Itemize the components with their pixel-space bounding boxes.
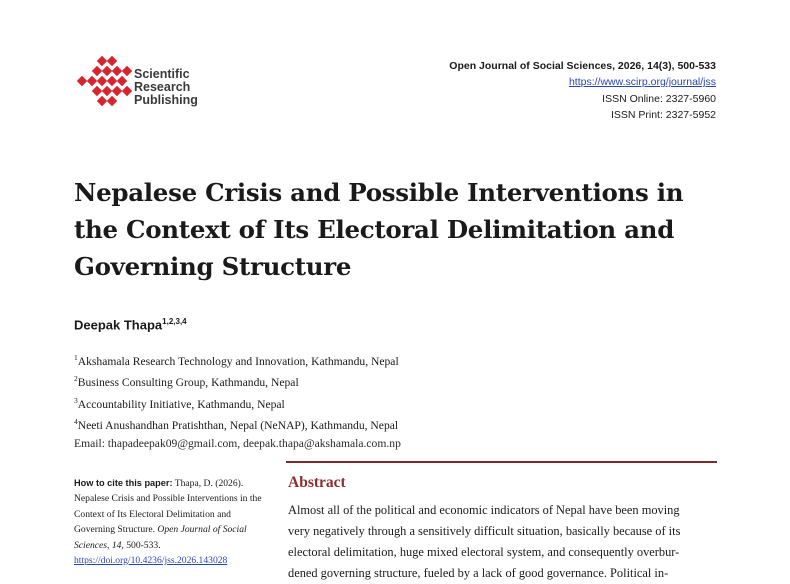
author-email: Email: thapadeepak09@gmail.com, deepak.thapa@akshamala.com.np bbox=[74, 436, 401, 450]
paper-title: Nepalese Crisis and Possible Interventions in the Context of Its Electoral Delimitation and Governing Structure bbox=[74, 178, 684, 281]
logo-diamond bbox=[92, 86, 102, 96]
publisher-name bbox=[134, 68, 198, 107]
author-name: Deepak Thapa bbox=[74, 317, 163, 333]
citation-box bbox=[74, 476, 270, 568]
abstract-heading: Abstract bbox=[288, 474, 346, 491]
logo-diamond bbox=[97, 56, 107, 66]
journal-info bbox=[449, 58, 716, 123]
logo-diamond bbox=[87, 76, 97, 86]
logo-diamond bbox=[102, 86, 112, 96]
affiliations bbox=[74, 349, 401, 452]
publisher-logo bbox=[76, 54, 206, 116]
author-line bbox=[74, 317, 187, 332]
citation-text: Thapa, D. (2026). Nepalese Crisis and Possible Interventions in the Context of Its Electoral Delimitation and Governing Structure. bbox=[74, 478, 262, 536]
logo-diamond bbox=[122, 66, 132, 76]
logo-diamond bbox=[97, 76, 107, 86]
abstract-line: dened governing structure, fueled by a lack of good governance. Political in- bbox=[288, 566, 669, 580]
logo-diamond bbox=[112, 86, 122, 96]
logo-diamond bbox=[122, 86, 132, 96]
publisher-line-1: Scientific bbox=[134, 67, 190, 81]
affiliation-3: $^3$Accountability Initiative, Kathmandu, Nepal bbox=[74, 395, 285, 411]
journal-citation: Open Journal of Social Sciences, 2026, 14(3), 500-533 bbox=[449, 60, 716, 72]
logo-diamond bbox=[102, 66, 112, 76]
affiliation-1: $^1$Akshamala Research Technology and Innovation, Kathmandu, Nepal bbox=[74, 353, 399, 368]
logo-diamond bbox=[107, 56, 117, 66]
issn-print: ISSN Print: 2327-5952 bbox=[610, 108, 716, 121]
logo-diamond bbox=[92, 66, 102, 76]
affiliation-4: $^4$Neeti Anushandhan Pratishthan, Nepal (NeNAP), Kathmandu, Nepal bbox=[74, 417, 399, 433]
doi-link[interactable]: https://doi.org/10.4236/jss.2026.143028 bbox=[74, 555, 228, 567]
citation-lead: How to cite this paper: bbox=[74, 478, 173, 488]
logo-diamond bbox=[112, 66, 122, 76]
abstract-line: very negatively through a sensitively difficult situation, basically because of its bbox=[288, 524, 681, 538]
journal-url-link[interactable]: https://www.scirp.org/journal/jss bbox=[568, 76, 716, 89]
publisher-line-2: Research bbox=[134, 80, 191, 94]
citation-journal: Open Journal of Social Sciences, 14, bbox=[74, 524, 247, 551]
citation-pages: 500-533. bbox=[123, 539, 161, 551]
abstract-divider bbox=[286, 461, 717, 463]
logo-diamond bbox=[117, 76, 127, 86]
publisher-line-3: Publishing bbox=[134, 93, 198, 107]
abstract-body bbox=[288, 500, 718, 584]
logo-diamond bbox=[97, 96, 107, 106]
scirp-diamonds-icon bbox=[76, 54, 134, 116]
affiliation-2: $^2$Business Consulting Group, Kathmandu, Nepal bbox=[74, 374, 299, 390]
logo-diamond bbox=[107, 96, 117, 106]
issn-online: ISSN Online: 2327-5960 bbox=[602, 92, 716, 105]
author-affiliation-marks: 1,2,3,4 bbox=[162, 317, 187, 326]
abstract-line: Almost all of the political and economic indicators of Nepal have been moving bbox=[288, 503, 680, 517]
logo-diamond bbox=[77, 76, 87, 86]
logo-diamond bbox=[107, 76, 117, 86]
abstract-line: electoral delimitation, huge mixed electoral system, and consequently overbur- bbox=[288, 545, 680, 559]
